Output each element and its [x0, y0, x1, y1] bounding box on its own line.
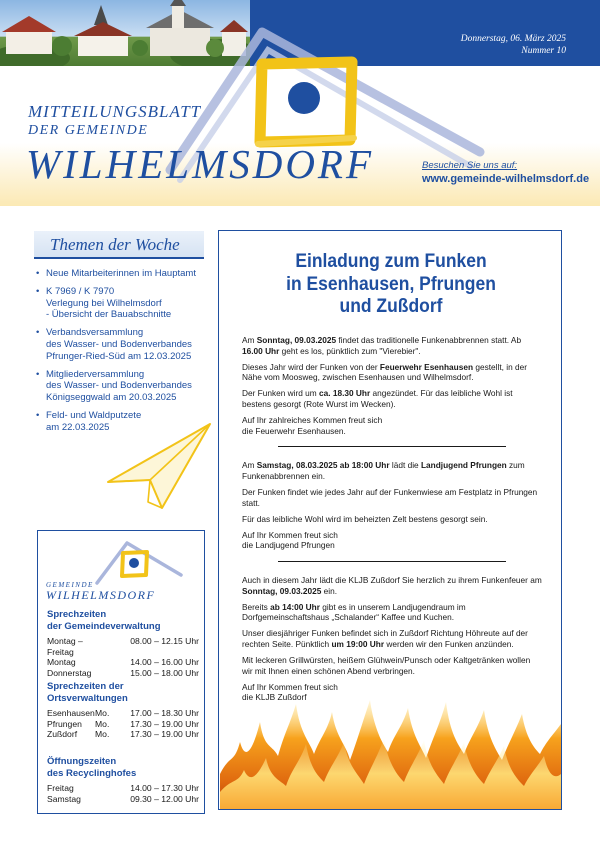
masthead-title: WILHELMSDORF [26, 141, 375, 187]
hours-time: 08.00 – 12.15 Uhr [130, 636, 199, 646]
esenhausen-paragraph: Dieses Jahr wird der Funken von der Feuerwehr Esenhausen gestellt, in der Nähe vom Moosweg, zwischen Esenhausen und Wilhelmsdorf. [242, 361, 528, 383]
themen-list [36, 268, 211, 440]
signature-line: die Feuerwehr Esenhausen. [242, 425, 346, 436]
hours-row [47, 729, 199, 740]
signature-line: Auf Ihr Kommen freut sich [242, 529, 338, 540]
pfrungen-paragraph: Am Samstag, 08.03.2025 ab 18:00 Uhr lädt die Landjugend Pfrungen zum Funkenabbrennen ein. [242, 460, 525, 481]
gemeinde-hours-heading [47, 609, 199, 632]
issue-number: Nummer 10 [521, 46, 566, 56]
zussdorf-paragraph: Mit leckeren Grillwürsten, heißem Glühwein/Punsch oder Kaltgetränken wollen wir mit Ihnen einen schönen Abend verbringen. [242, 654, 531, 676]
hours-day: Samstag [47, 793, 81, 804]
hours-time: 14.00 – 17.30 Uhr [130, 783, 199, 793]
hours-place: Pfrungen [47, 718, 82, 729]
hours-day: Donnerstag [47, 667, 92, 678]
recycling-hours-section [47, 756, 199, 804]
subtitle-line-2: DER GEMEINDE [28, 123, 149, 138]
gemeinde-wordmark [46, 581, 155, 603]
website-label: Besuchen Sie uns auf: [422, 160, 518, 171]
hours-place: Esenhausen [47, 708, 95, 718]
website-link[interactable]: www.gemeinde-wilhelmsdorf.de [422, 173, 590, 185]
issue-date: Donnerstag, 06. März 2025 [460, 34, 566, 44]
section-divider [278, 446, 506, 447]
title-line: in Esenhausen, Pfrungen [286, 273, 496, 295]
signature-line: Auf Ihr zahlreiches Kommen freut sich [242, 415, 383, 426]
website-block [422, 160, 589, 185]
themen-item[interactable]: • Mitgliederversammlung des Wasser- und Bodenverbandes Königseggwald am 20.03.2025 [36, 369, 211, 404]
themen-item[interactable]: • Neue Mitarbeiterinnen im Hauptamt [36, 268, 211, 280]
funken-invitation-box [218, 230, 562, 810]
themen-item[interactable]: • Feld- und Waldputzete am 22.03.2025 [36, 410, 211, 434]
ortsverwaltung-hours-heading [47, 681, 199, 704]
office-hours-box [37, 530, 205, 814]
masthead-subtitle [28, 102, 201, 140]
wordmark-line-1: GEMEINDE [46, 581, 94, 589]
hours-time: 14.00 – 16.00 Uhr [130, 657, 199, 668]
wordmark-line-2: WILHELMSDORF [46, 588, 156, 602]
hours-day: Mo. [95, 718, 110, 729]
hours-day: Montag – Freitag [47, 636, 83, 657]
gemeinde-hours-section [47, 609, 199, 678]
themen-item[interactable]: • Verbandsversammlung des Wasser- und Bodenverbandes Pfrunger-Ried-Süd am 12.03.2025 [36, 327, 211, 362]
hours-time: 17.00 – 18.30 Uhr [130, 708, 199, 718]
hours-place: Zußdorf [47, 729, 78, 740]
ortsverwaltung-hours-section [47, 681, 199, 740]
hours-row [47, 719, 199, 730]
hours-row [47, 708, 199, 719]
heading-line: Ortsverwaltungen [47, 692, 128, 704]
zussdorf-paragraph: Unser diesjähriger Funken befindet sich in Zußdorf Richtung Höhreute auf der rechten Seite. Pünktlich um 19:00 Uhr werden wir den Funken anzünden. [242, 628, 528, 649]
heading-line: Sprechzeiten der [47, 681, 124, 692]
signature-line: Auf Ihr Kommen freut sich [242, 681, 338, 692]
invitation-body [242, 335, 542, 713]
pfrungen-paragraph: Für das leibliche Wohl wird im beheizten Zelt bestens gesorgt sein. [242, 513, 488, 524]
zussdorf-paragraph: Auch in diesem Jahr lädt die KLJB Zußdorf Sie herzlich zu ihrem Funkenfeuer am Sonntag, 09.03.2025 ein. [242, 574, 542, 596]
hours-row [47, 657, 199, 668]
esenhausen-signature [242, 415, 542, 436]
subtitle-line-1: MITTEILUNGSBLATT [28, 102, 202, 121]
esenhausen-paragraph: Der Funken wird um ca. 18.30 Uhr angezündet. Für das leibliche Wohl ist bestens gesorgt (Rote Wurst im Wecken). [242, 388, 513, 409]
heading-line: Sprechzeiten [47, 609, 107, 620]
signature-line: die Landjugend Pfrungen [242, 540, 335, 551]
recycling-hours-heading [47, 756, 199, 779]
signature-line: die KLJB Zußdorf [242, 692, 307, 703]
heading-line: Öffnungszeiten [47, 756, 117, 767]
hours-row [47, 636, 199, 657]
paper-plane-icon [104, 420, 214, 515]
zussdorf-paragraph: Bereits ab 14:00 Uhr gibt es in unserem Landjugendraum im Dorfgemeinschaftshaus „Schalander“ Kaffee und Kuchen. [242, 601, 466, 623]
hours-time: 09.30 – 12.00 Uhr [130, 793, 199, 804]
hours-day: Montag [47, 657, 76, 668]
hours-time: 17.30 – 19.00 Uhr [130, 729, 199, 740]
hours-row [47, 794, 199, 805]
heading-line: der Gemeindeverwaltung [47, 620, 161, 632]
title-line: Einladung zum Funken [295, 251, 487, 272]
section-divider [278, 561, 506, 562]
hours-row [47, 668, 199, 679]
hours-time: 15.00 – 18.00 Uhr [130, 667, 199, 678]
hours-day: Mo. [95, 708, 110, 718]
invitation-title [233, 251, 549, 319]
pfrungen-signature [242, 530, 542, 551]
hours-day: Mo. [95, 729, 110, 740]
title-line: und Zußdorf [339, 296, 443, 317]
themen-item[interactable]: • K 7969 / K 7970 Verlegung bei Wilhelmsdorf - Übersicht der Bauabschnitte [36, 286, 211, 321]
hours-row [47, 783, 199, 794]
fire-flames-image [220, 694, 561, 809]
pfrungen-paragraph: Der Funken findet wie jedes Jahr auf der Funkenwiese am Festplatz in Pfrungen statt. [242, 486, 538, 508]
hours-day: Freitag [47, 783, 74, 793]
esenhausen-paragraph: Am Sonntag, 09.03.2025 findet das traditionelle Funkenabbrennen statt. Ab 16.00 Uhr geht es los, pünktlich zum "Vierebier". [242, 335, 522, 356]
themen-heading: Themen der Woche [34, 231, 204, 259]
heading-line: des Recyclinghofes [47, 767, 137, 779]
hours-time: 17.30 – 19.00 Uhr [130, 718, 199, 729]
